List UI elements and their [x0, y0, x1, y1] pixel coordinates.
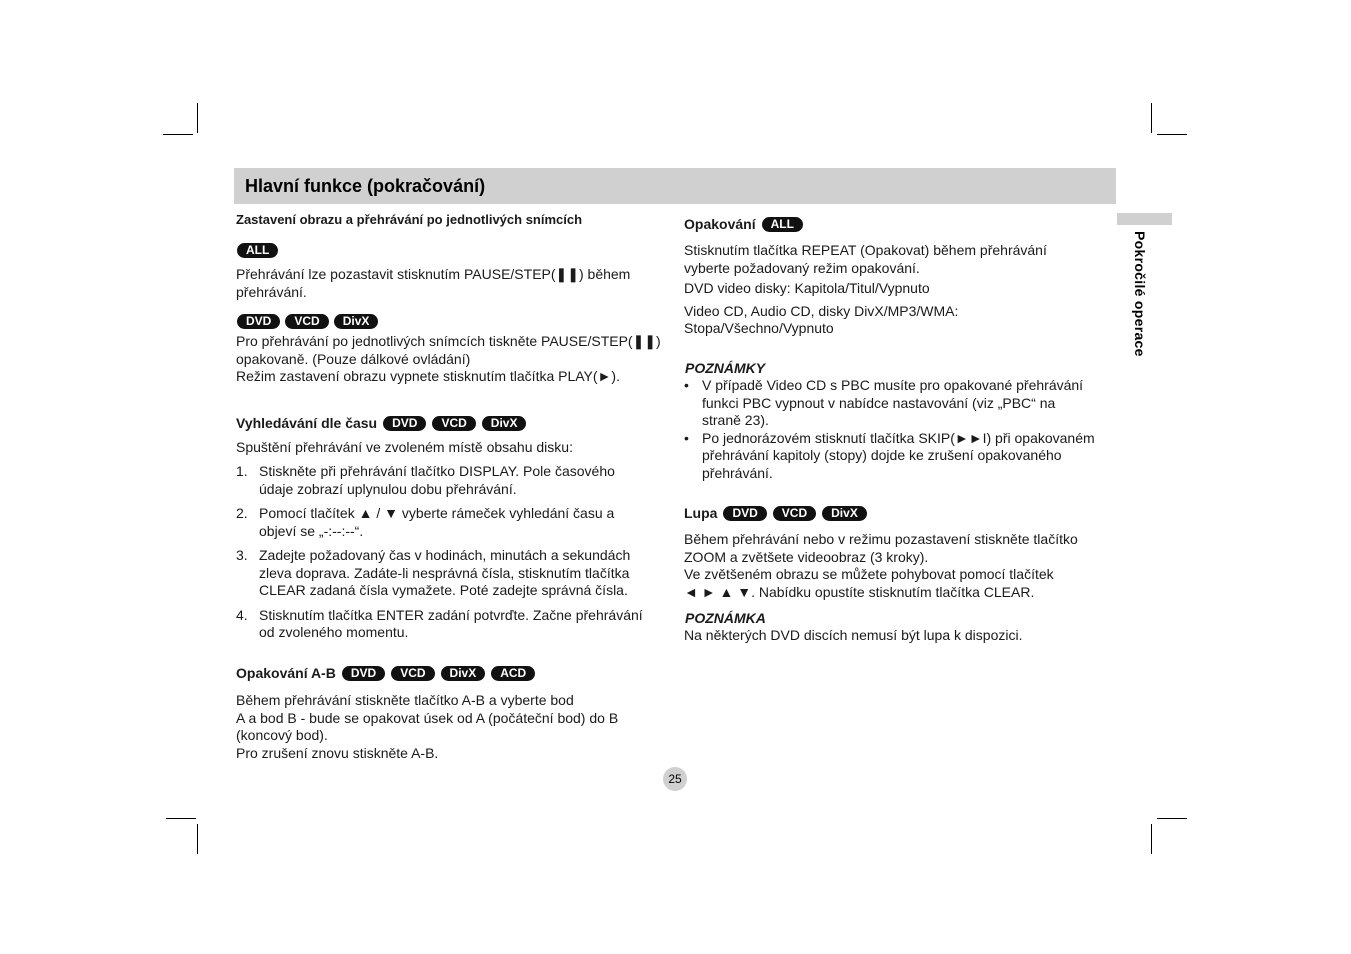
side-section-label: Pokročilé operace [1132, 231, 1148, 357]
text-line: Ve zvětšeném obrazu se můžete pohybovat pomocí tlačítek [684, 566, 1054, 582]
crop-mark [1151, 103, 1152, 133]
notes-title: POZNÁMKY [685, 360, 766, 376]
list-item [236, 463, 676, 498]
text-line: zleva doprava. Zadáte-li nesprávná čísla, stisknutím tlačítka [259, 564, 630, 581]
text-line: opakovaně. (Pouze dálkové ovládání) [236, 350, 471, 367]
ab-repeat-heading-row [236, 665, 535, 681]
note-text: Na některých DVD discích nemusí být lupa k dispozici. [684, 627, 1023, 643]
repeat-heading-row [684, 216, 803, 232]
step-number: 4. [236, 606, 248, 623]
text-line: (koncový bod). [236, 727, 328, 743]
text-line: přehrávání. [702, 464, 773, 481]
text-line: od zvoleného momentu. [259, 624, 409, 640]
crop-mark [197, 103, 198, 133]
list-item [684, 377, 1114, 430]
crop-mark [163, 134, 193, 135]
text-line: přehrávání kapitoly (stopy) dojde ke zrušení opakovaného [702, 447, 1062, 463]
list-item [684, 430, 1114, 483]
text-line: Stisknutím tlačítka REPEAT (Opakovat) během přehrávání [684, 242, 1047, 258]
still-disc-badges [237, 314, 378, 329]
text-line: Po jednorázovém stisknutí tlačítka SKIP(►►I) při opakovaném [702, 429, 1095, 446]
disc-badge-dvd: DVD [342, 666, 385, 681]
text-line: přehrávání. [236, 283, 307, 300]
text-line: Stiskněte při přehrávání tlačítko DISPLAY. Pole časového [259, 463, 615, 479]
disc-badge-dvd: DVD [723, 506, 766, 521]
text-line: Během přehrávání nebo v režimu pozastavení stiskněte tlačítko [684, 531, 1078, 547]
disc-badge-divx: DivX [482, 416, 527, 431]
crop-mark [1157, 818, 1187, 819]
time-search-heading-row [236, 415, 526, 431]
text-line: Zadejte požadovaný čas v hodinách, minutách a sekundách [259, 547, 631, 563]
time-search-heading: Vyhledávání dle času [236, 415, 378, 431]
text-line: A a bod B - bude se opakovat úsek od A (počáteční bod) do B [236, 709, 619, 726]
time-search-steps [236, 463, 676, 649]
text-line: Pomocí tlačítek ▲ / ▼ vyberte rámeček vyhledání času a [259, 505, 615, 521]
step-number: 2. [236, 505, 248, 521]
crop-mark [1157, 134, 1187, 135]
header-bar [234, 168, 1116, 204]
time-search-intro: Spuštění přehrávání ve zvoleném místě obsahu disku: [236, 439, 573, 455]
step-number: 3. [236, 547, 248, 563]
disc-badge-vcd: VCD [773, 506, 816, 521]
list-item [236, 505, 676, 540]
step-number: 1. [236, 463, 248, 479]
disc-badge-vcd: VCD [391, 666, 434, 681]
text-line: vyberte požadovaný režim opakování. [684, 259, 920, 276]
side-tab [1117, 213, 1172, 225]
disc-badge-dvd: DVD [237, 314, 280, 329]
text-line: Režim zastavení obrazu vypnete stisknutím tlačítka PLAY(►). [236, 368, 620, 384]
text-line: Pro zrušení znovu stiskněte A-B. [236, 744, 439, 761]
zoom-heading-row [684, 505, 867, 521]
text-line: CLEAR zadaná čísla vymažete. Poté zadejte správná čísla. [259, 582, 628, 598]
disc-badge-divx: DivX [822, 506, 867, 521]
text-line: Stopa/Všechno/Vypnuto [684, 320, 834, 336]
note-title: POZNÁMKA [685, 610, 766, 626]
text-line: Pro přehrávání po jednotlivých snímcích tiskněte PAUSE/STEP(❚❚) [236, 333, 661, 349]
text-line: DVD video disky: Kapitola/Titul/Vypnuto [684, 280, 930, 296]
disc-badge-acd: ACD [491, 666, 535, 681]
disc-badge-all: ALL [762, 217, 803, 232]
list-item [236, 547, 676, 600]
text-line: Stisknutím tlačítka ENTER zadání potvrďte. Začne přehrávání [259, 606, 643, 623]
text-line: straně 23). [702, 412, 769, 428]
zoom-heading: Lupa [684, 505, 718, 521]
list-item [236, 607, 676, 642]
crop-mark [197, 824, 198, 854]
text-line: ◄ ► ▲ ▼. Nabídku opustíte stisknutím tlačítka CLEAR. [684, 583, 1035, 600]
text-line: údaje zobrazí uplynulou dobu přehrávání. [259, 480, 517, 497]
text-line: ZOOM a zvětšete videoobraz (3 kroky). [684, 548, 929, 565]
disc-badge-dvd: DVD [383, 416, 426, 431]
bullet: • [684, 377, 689, 393]
text-line: V případě Video CD s PBC musíte pro opakované přehrávání [702, 377, 1084, 393]
notes-list [684, 377, 1114, 482]
ab-repeat-text [236, 692, 618, 762]
zoom-text [684, 531, 1078, 601]
text-line: funkci PBC vypnout v nabídce nastavování (viz „PBC“ na [702, 394, 1056, 411]
still-paragraph-1 [236, 266, 630, 301]
repeat-heading: Opakování [684, 216, 756, 232]
still-badge-row [237, 243, 278, 258]
repeat-text [684, 242, 1047, 338]
text-line: Během přehrávání stiskněte tlačítko A-B a vyberte bod [236, 692, 574, 708]
text-line: Video CD, Audio CD, disky DivX/MP3/WMA: [684, 302, 959, 319]
page-title: Hlavní funkce (pokračování) [245, 176, 486, 196]
disc-badge-vcd: VCD [432, 416, 475, 431]
disc-badge-all: ALL [237, 243, 278, 258]
page-number: 25 [663, 767, 687, 791]
crop-mark [1151, 824, 1152, 854]
disc-badge-vcd: VCD [285, 314, 328, 329]
still-paragraph-2 [236, 333, 661, 386]
text-line: objeví se „-:--:--“. [259, 522, 364, 539]
crop-mark [166, 818, 196, 819]
disc-badge-divx: DivX [441, 666, 486, 681]
disc-badge-divx: DivX [334, 314, 379, 329]
ab-repeat-heading: Opakování A-B [236, 665, 336, 681]
bullet: • [684, 429, 689, 446]
still-heading: Zastavení obrazu a přehrávání po jednotlivých snímcích [236, 212, 583, 227]
text-line: Přehrávání lze pozastavit stisknutím PAUSE/STEP(❚❚) během [236, 266, 631, 282]
